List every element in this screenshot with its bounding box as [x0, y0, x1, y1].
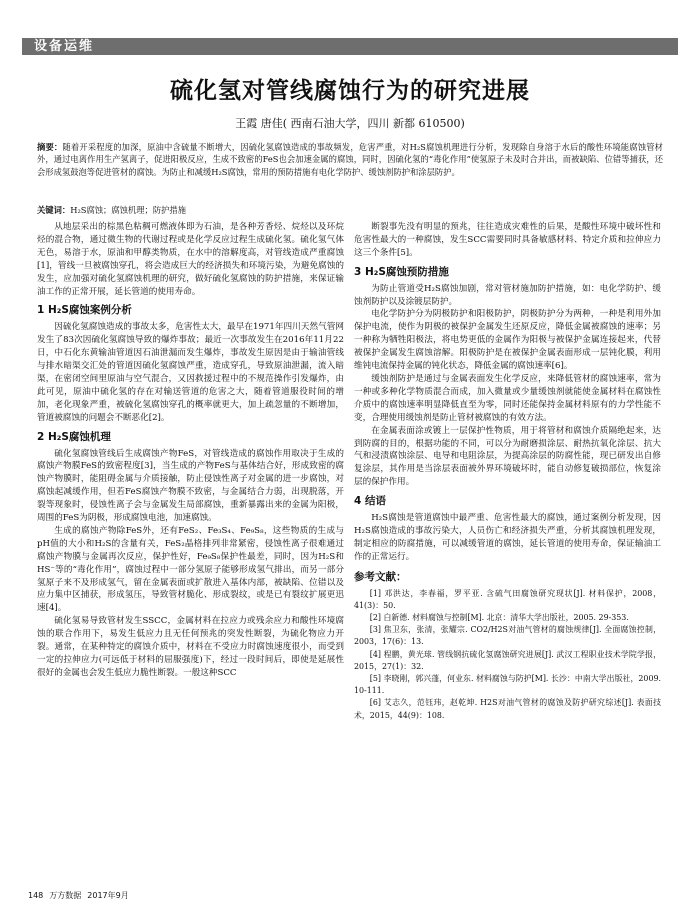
journal-watermark: 万方数据: [49, 891, 82, 900]
keywords-label: 关键词：: [37, 205, 71, 215]
issue-date: 2017年9月: [87, 891, 129, 900]
reference-item: [1] 邓洪达，李春福，罗平亚. 含硫气田腐蚀研究现状[J]. 材料保护，2008，41(3)：50.: [354, 588, 661, 610]
section-heading-4: 4 结语: [354, 495, 386, 508]
paragraph: 硫化氢易导致管材发生SSCC，金属材料在拉应力或残余应力和酸性环境腐蚀的联合作用下，易发生低应力且无任何预兆的突发性断裂，为硫化物应力开裂。通常，在某种特定的腐蚀介质中，材料在不受应力时腐蚀速度很小，而受到一定的拉伸应力(可远低于材料的屈服强度)下，经过一段时间后，即使是延展性很好的金属也会发生低应力脆性断裂。一般这种SCC: [37, 616, 344, 678]
abstract-text: 随着开采程度的加深，原油中含硫量不断增大，因硫化氢腐蚀造成的事故频发，危害严重，对H₂S腐蚀机理进行分析，发现除自身溶于水后的酸性环境能腐蚀管材外，通过电离作用生产氢离子，促进阳极反应，生成不致密的FeS也会加速金属的腐蚀，同时，因硫化氢的“毒化作用”使氢原子未及时合并出，而被缺陷、位错等捕获，还会形成氢鼓泡等促进管材的腐蚀。为防止和减缓H₂S腐蚀，常用的预防措施有电化学防护、缓蚀剂防护和涂层防护。: [37, 142, 663, 177]
reference-item: [6] 艾志久，范钰玮，赵乾坤. H2S对油气管材的腐蚀及防护研究综述[J]. 表面技术，2015，44(9)：108.: [354, 698, 661, 720]
paragraph: 硫化氢腐蚀管线后生成腐蚀产物FeS，对管线造成的腐蚀作用取决于生成的腐蚀产物膜FeS的致密程度[3]，当生成的产物FeS与基体结合好，形成致密的腐蚀产物膜时，能阻碍金属与介质接触，防止侵蚀性离子对金属的进一步腐蚀，对腐蚀起减缓作用，但若FeS腐蚀产物膜不致密，与金属结合力弱，出现脱落，开裂等现象时，侵蚀性离子会与金属发生局部腐蚀，重新暴露出来的金属为阳极，周围的FeS为阴极，形成腐蚀电池，加速腐蚀。: [37, 448, 344, 524]
page-footer: [28, 890, 135, 901]
paragraph: 因硫化氢腐蚀造成的事故太多，危害性太大，最早在1971年四川天然气管网发生了83次因硫化氢腐蚀导致的爆炸事故；最近一次事故发生在2016年11月22日，中石化东黄输油管道因石油泄漏而发生爆炸，事故发生原因是由于输油管线与排水暗渠交汇处的管道因硫化氢腐蚀严重，造成穿孔，导致原油泄漏，流入暗渠，在密闭空间里原油与空气混合，又因救援过程中的不规范操作引发爆炸，由此可见，原油中硫化氢的存在对输送管道的危害之大，随着管道服役时间的增加，老化现象严重，被硫化氢腐蚀穿孔的概率就更大，加上疏忽量的不断增加，管道被腐蚀的问题会不断恶化[2]。: [37, 322, 344, 423]
section-heading-1: 1 H₂S腐蚀案例分析: [37, 304, 132, 317]
reference-item: [3] 焦卫东，张清，张耀宗. CO2/H2S对油气管材的腐蚀规律[J]. 全面腐蚀控制，2003，17(6)：13.: [354, 625, 661, 647]
section-banner: [22, 38, 678, 55]
right-column: [354, 221, 661, 722]
reference-item: [5] 李晓刚，郭兴蓬，何业东. 材料腐蚀与防护[M]. 长沙：中南大学出版社，2009. 10-111.: [354, 673, 661, 696]
reference-item: [4] 程鹏，黄光球. 管线钢抗硫化氢腐蚀研究进展[J]. 武汉工程职业技术学院学报，2015，27(1)：32.: [354, 649, 661, 671]
paragraph: 为防止管道受H₂S腐蚀加剧，常对管材施加防护措施，如：电化学防护、缓蚀剂防护以及涂镀层防护。: [354, 283, 661, 307]
abstract-label: 摘要：: [37, 142, 63, 152]
article-authors: 王霞 唐佳( 西南石油大学，四川 新都 610500): [235, 117, 465, 130]
section-heading-3: 3 H₂S腐蚀预防措施: [354, 265, 449, 278]
section-tag: 设备运维: [34, 39, 95, 54]
abstract: [37, 141, 663, 178]
paragraph: 在金属表面涂或镀上一层保护性物质，用于将管材和腐蚀介质隔绝起来，达到防腐的目的，根据功能的不同，可以分为耐磨损涂层、耐热抗氧化涂层、抗大气和浸渍腐蚀涂层、电导和电阻涂层，为提高涂层的防腐性能，现已研发出自修复涂层，其作用是当涂层表面被外界环境破坏时，能自动修复破损部位，恢复涂层的保护作用。: [354, 425, 661, 488]
paragraph: 电化学防护分为阴极防护和阳极防护，阴极防护分为两种，一种是利用外加保护电流，使作为阴极的被保护金属发生还原反应，降低金属被腐蚀的速率；另一种称为牺牲阳极法，将电势更低的金属作为阳极与被保护金属连接起来，代替被保护金属发生腐蚀溶解。阳极防护是在被保护金属表面形成一层钝化膜，利用维钝电流保持金属的钝化状态，降低金属的腐蚀速率[6]。: [354, 309, 661, 372]
paragraph: 断裂事先没有明显的预兆，往往造成灾难性的后果，是酸性环境中破坏性和危害性最大的一种腐蚀，发生SCC需要同时具备敏感材料、特定介质和拉伸应力这三个条件[5]。: [354, 222, 661, 258]
reference-item: [2] 白新德. 材料腐蚀与控制[M]. 北京：清华大学出版社，2005. 29-353.: [369, 612, 629, 622]
paragraph: 生成的腐蚀产物除FeS外，还有FeS₂、Fe₃S₄、Fe₉S₈，这些物质的生成与pH值的大小和H₂S的含量有关，FeS₂晶格排列非常紧密，侵蚀性离子很难通过腐蚀产物膜与金属再次反应，保护性好，Fe₉S₈保护性最差，同时，因为H₂S和HS⁻等的“毒化作用”，腐蚀过程中一部分氢原子能够形成氢气排出，而另一部分氢原子来不及形成氢气，留在金属表面或扩散进入基体内部，被缺陷、位错以及应力集中区捕获，形成氢压，导致管材脆化、形成裂纹，或是已有裂纹扩展更迅速[4]。: [37, 525, 344, 614]
paragraph: 缓蚀剂防护是通过与金属表面发生化学反应，来降低管材的腐蚀速率，常为一种或多种化学物质混合而成，加入微量或少量缓蚀剂就能使金属材料在腐蚀性介质中的腐蚀速率明显降低直至为零，同时还能保持金属材料原有的力学性能不变，合理使用缓蚀剂是防止管材被腐蚀的有效方法。: [354, 373, 661, 423]
page-number: 148: [28, 891, 44, 900]
keywords-text: H₂S腐蚀；腐蚀机理；防护措施: [70, 205, 187, 215]
article-title: 硫化氢对管线腐蚀行为的研究进展: [170, 78, 530, 104]
left-column: [37, 221, 344, 680]
paragraph: H₂S腐蚀是管道腐蚀中最严重、危害性最大的腐蚀，通过案例分析发现，因H₂S腐蚀造成的事故污染大，人员伤亡和经济损失严重，分析其腐蚀机理发现，制定相应的防腐措施，可以减缓管道的腐蚀，延长管道的使用寿命，保证输油工作的正常运行。: [354, 513, 661, 562]
references-heading: 参考文献：: [354, 570, 407, 583]
intro-paragraph: 从地层采出的棕黑色粘稠可燃液体即为石油，是各种芳香烃、烷烃以及环烷烃的混合物，通过微生物的代谢过程或是化学反应过程生成硫化氢。硫化氢气体无色，易溶于水，原油和甲醇类物质，在水中的溶解度高，对管线造成严重腐蚀[1]，管线一旦被腐蚀穿孔，将会造成巨大的经济损失和环境污染，为避免腐蚀的发生，应加强对硫化氢腐蚀机理的研究，做好硫化氢腐蚀的防护措施，来保证输油工作的正常开展，延长管道的使用寿命。: [37, 222, 344, 297]
section-heading-2: 2 H₂S腐蚀机理: [37, 430, 111, 443]
keywords: [37, 204, 663, 216]
